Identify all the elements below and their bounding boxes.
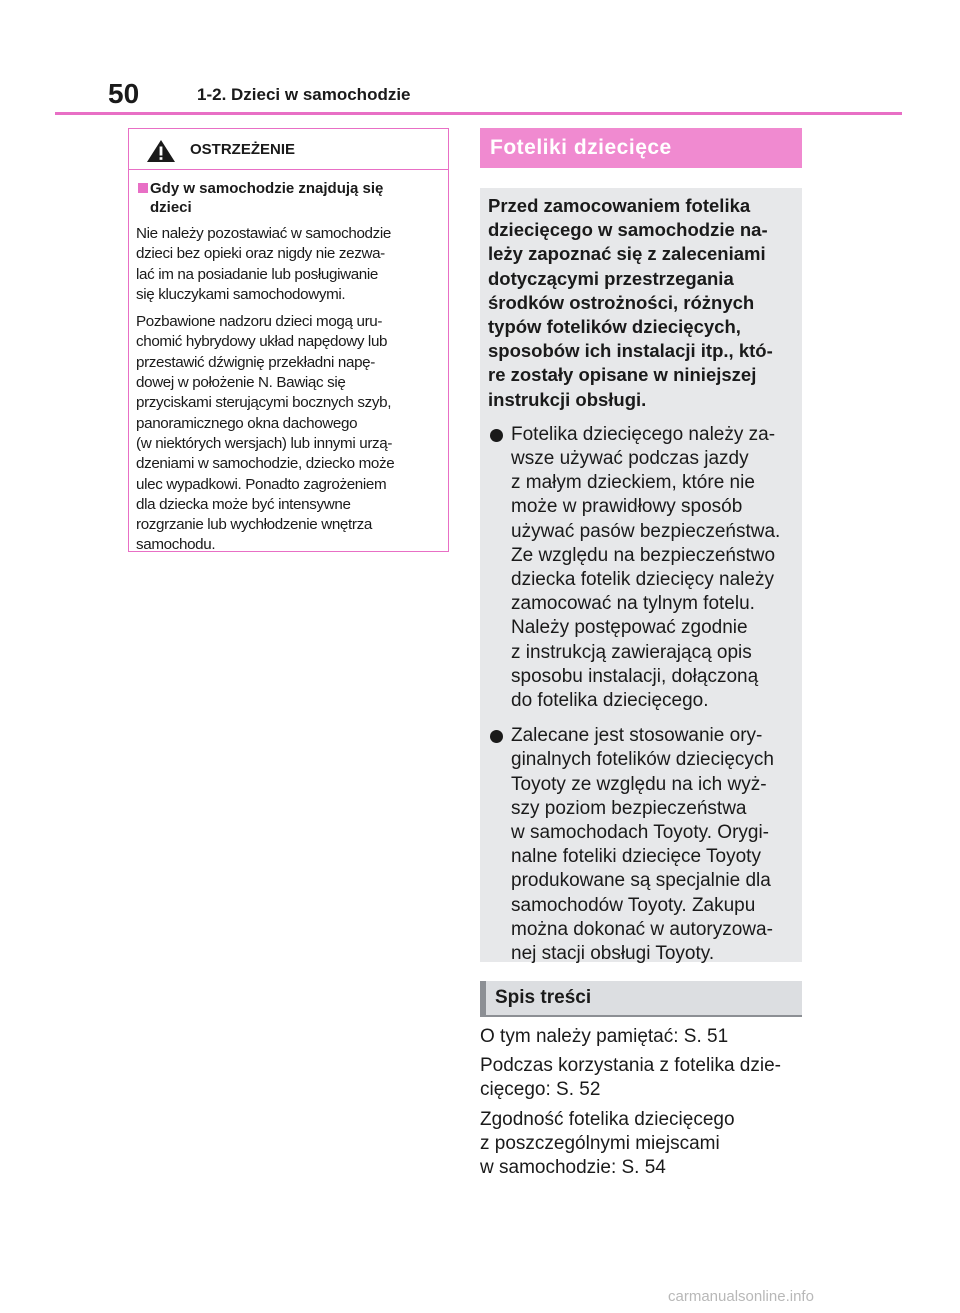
text-line: Przed zamocowaniem fotelika [488, 195, 751, 216]
text-line: z małym dzieckiem, które nie [511, 472, 755, 494]
child-seats-banner: Foteliki dziecięce [480, 128, 802, 168]
bullet-item [488, 724, 794, 966]
text-line: dla dziecka może być intensywne [136, 495, 351, 513]
text-line: sposobu instalacji, dołączoną [511, 665, 759, 687]
text-line: z poszczególnymi miejscami [480, 1132, 720, 1154]
text-line: się kluczykami samochodowymi. [136, 285, 346, 303]
text-line: szy poziom bezpieczeństwa [511, 797, 747, 819]
child-seats-panel [480, 188, 802, 965]
text-line: panoramicznego okna dachowego [136, 414, 358, 432]
text-line: Fotelika dziecięcego należy za- [511, 423, 776, 445]
text-line: w samochodach Toyoty. Orygi- [511, 822, 770, 844]
text-line: dziecięcego w samochodzie na- [488, 219, 768, 241]
text-line: re zostały opisane w niniejszej [488, 364, 757, 386]
toc-list [480, 1020, 805, 1180]
text-line: ulec wypadkowi. Ponadto zagrożeniem [136, 475, 387, 493]
text-line: w samochodzie: S. 54 [480, 1157, 666, 1179]
text-line: Zalecane jest stosowanie ory- [511, 725, 763, 747]
text-line: zamocować na tylnym fotelu. [511, 593, 755, 615]
text-line: samochodu. [136, 536, 216, 554]
toc-entry[interactable] [480, 1054, 805, 1102]
warning-body [129, 170, 448, 556]
bullet-dot-icon [490, 429, 503, 442]
text-line: przyciskami sterującymi bocznych szyb, [136, 394, 392, 412]
text-line: Ze względu na bezpieczeństwo [511, 544, 776, 566]
text-line: wsze używać podczas jazdy [511, 448, 749, 470]
header-rule [55, 112, 902, 115]
text-line: Pozbawione nadzoru dzieci mogą uru- [136, 313, 383, 331]
warning-triangle-icon [146, 139, 176, 163]
text-line: ginalnych fotelików dziecięcych [511, 749, 774, 771]
square-bullet-icon [138, 183, 148, 193]
text-line: można dokonać w autoryzowa- [511, 918, 773, 940]
text-line: dowej w położenie N. Bawiąc się [136, 374, 346, 392]
warning-subheading-line: dzieci [150, 199, 192, 216]
warning-subheading-line: Gdy w samochodzie znajdują się [150, 180, 384, 197]
text-line: produkowane są specjalnie dla [511, 870, 771, 892]
text-line: nej stacji obsługi Toyoty. [511, 943, 715, 965]
text-line: samochodów Toyoty. Zakupu [511, 894, 756, 916]
text-line: Nie należy pozostawiać w samochodzie [136, 225, 391, 242]
toc-heading: Spis treści [480, 981, 802, 1017]
toc-entry[interactable] [480, 1025, 805, 1049]
text-line: przestawić dźwignię przekładni napę- [136, 353, 375, 371]
warning-box [128, 128, 449, 552]
section-heading: 1-2. Dzieci w samochodzie [197, 85, 411, 104]
text-line: z instrukcją zawierającą opis [511, 641, 752, 663]
watermark: carmanualsonline.info [668, 1288, 814, 1305]
text-line: O tym należy pamiętać: S. 51 [480, 1026, 729, 1047]
text-line: rozgrzanie lub wychłodzenie wnętrza [136, 516, 372, 534]
warning-subheading [136, 179, 442, 217]
text-line: nalne foteliki dziecięce Toyoty [511, 846, 761, 868]
bullet-item [488, 423, 794, 713]
toc-entry[interactable] [480, 1108, 805, 1181]
text-line: dzeniami w samochodzie, dziecko może [136, 455, 395, 473]
warning-paragraph [136, 312, 442, 556]
text-line: dzieci bez opieki oraz nigdy nie zezwa- [136, 245, 385, 263]
text-line: cięcego: S. 52 [480, 1079, 601, 1101]
text-line: do fotelika dziecięcego. [511, 690, 709, 712]
text-line: dotyczącymi przestrzegania [488, 267, 734, 289]
warning-header [129, 129, 448, 170]
text-line: instrukcji obsługi. [488, 388, 647, 410]
warning-paragraph [136, 224, 442, 305]
text-line: Toyoty ze względu na ich wyż- [511, 773, 767, 795]
text-line: leży zapoznać się z zaleceniami [488, 243, 766, 265]
text-line: (w niektórych wersjach) lub innymi urzą- [136, 434, 393, 452]
text-line: Należy postępować zgodnie [511, 617, 748, 639]
text-line: chomić hybrydowy układ napędowy lub [136, 333, 388, 351]
text-line: Podczas korzystania z fotelika dzie- [480, 1055, 781, 1077]
warning-title: OSTRZEŻENIE [190, 141, 296, 158]
page-number: 50 [108, 78, 140, 109]
bullet-dot-icon [490, 730, 503, 743]
text-line: typów fotelików dziecięcych, [488, 316, 741, 338]
text-line: sposobów ich instalacji itp., któ- [488, 340, 773, 362]
text-line: używać pasów bezpieczeństwa. [511, 520, 781, 542]
intro-text [488, 194, 794, 412]
text-line: środków ostrożności, różnych [488, 291, 755, 313]
text-line: Zgodność fotelika dziecięcego [480, 1108, 735, 1130]
text-line: lać im na posiadanie lub posługiwanie [136, 265, 379, 283]
text-line: dziecka fotelik dziecięcy należy [511, 569, 774, 591]
text-line: może w prawidłowy sposób [511, 496, 743, 518]
